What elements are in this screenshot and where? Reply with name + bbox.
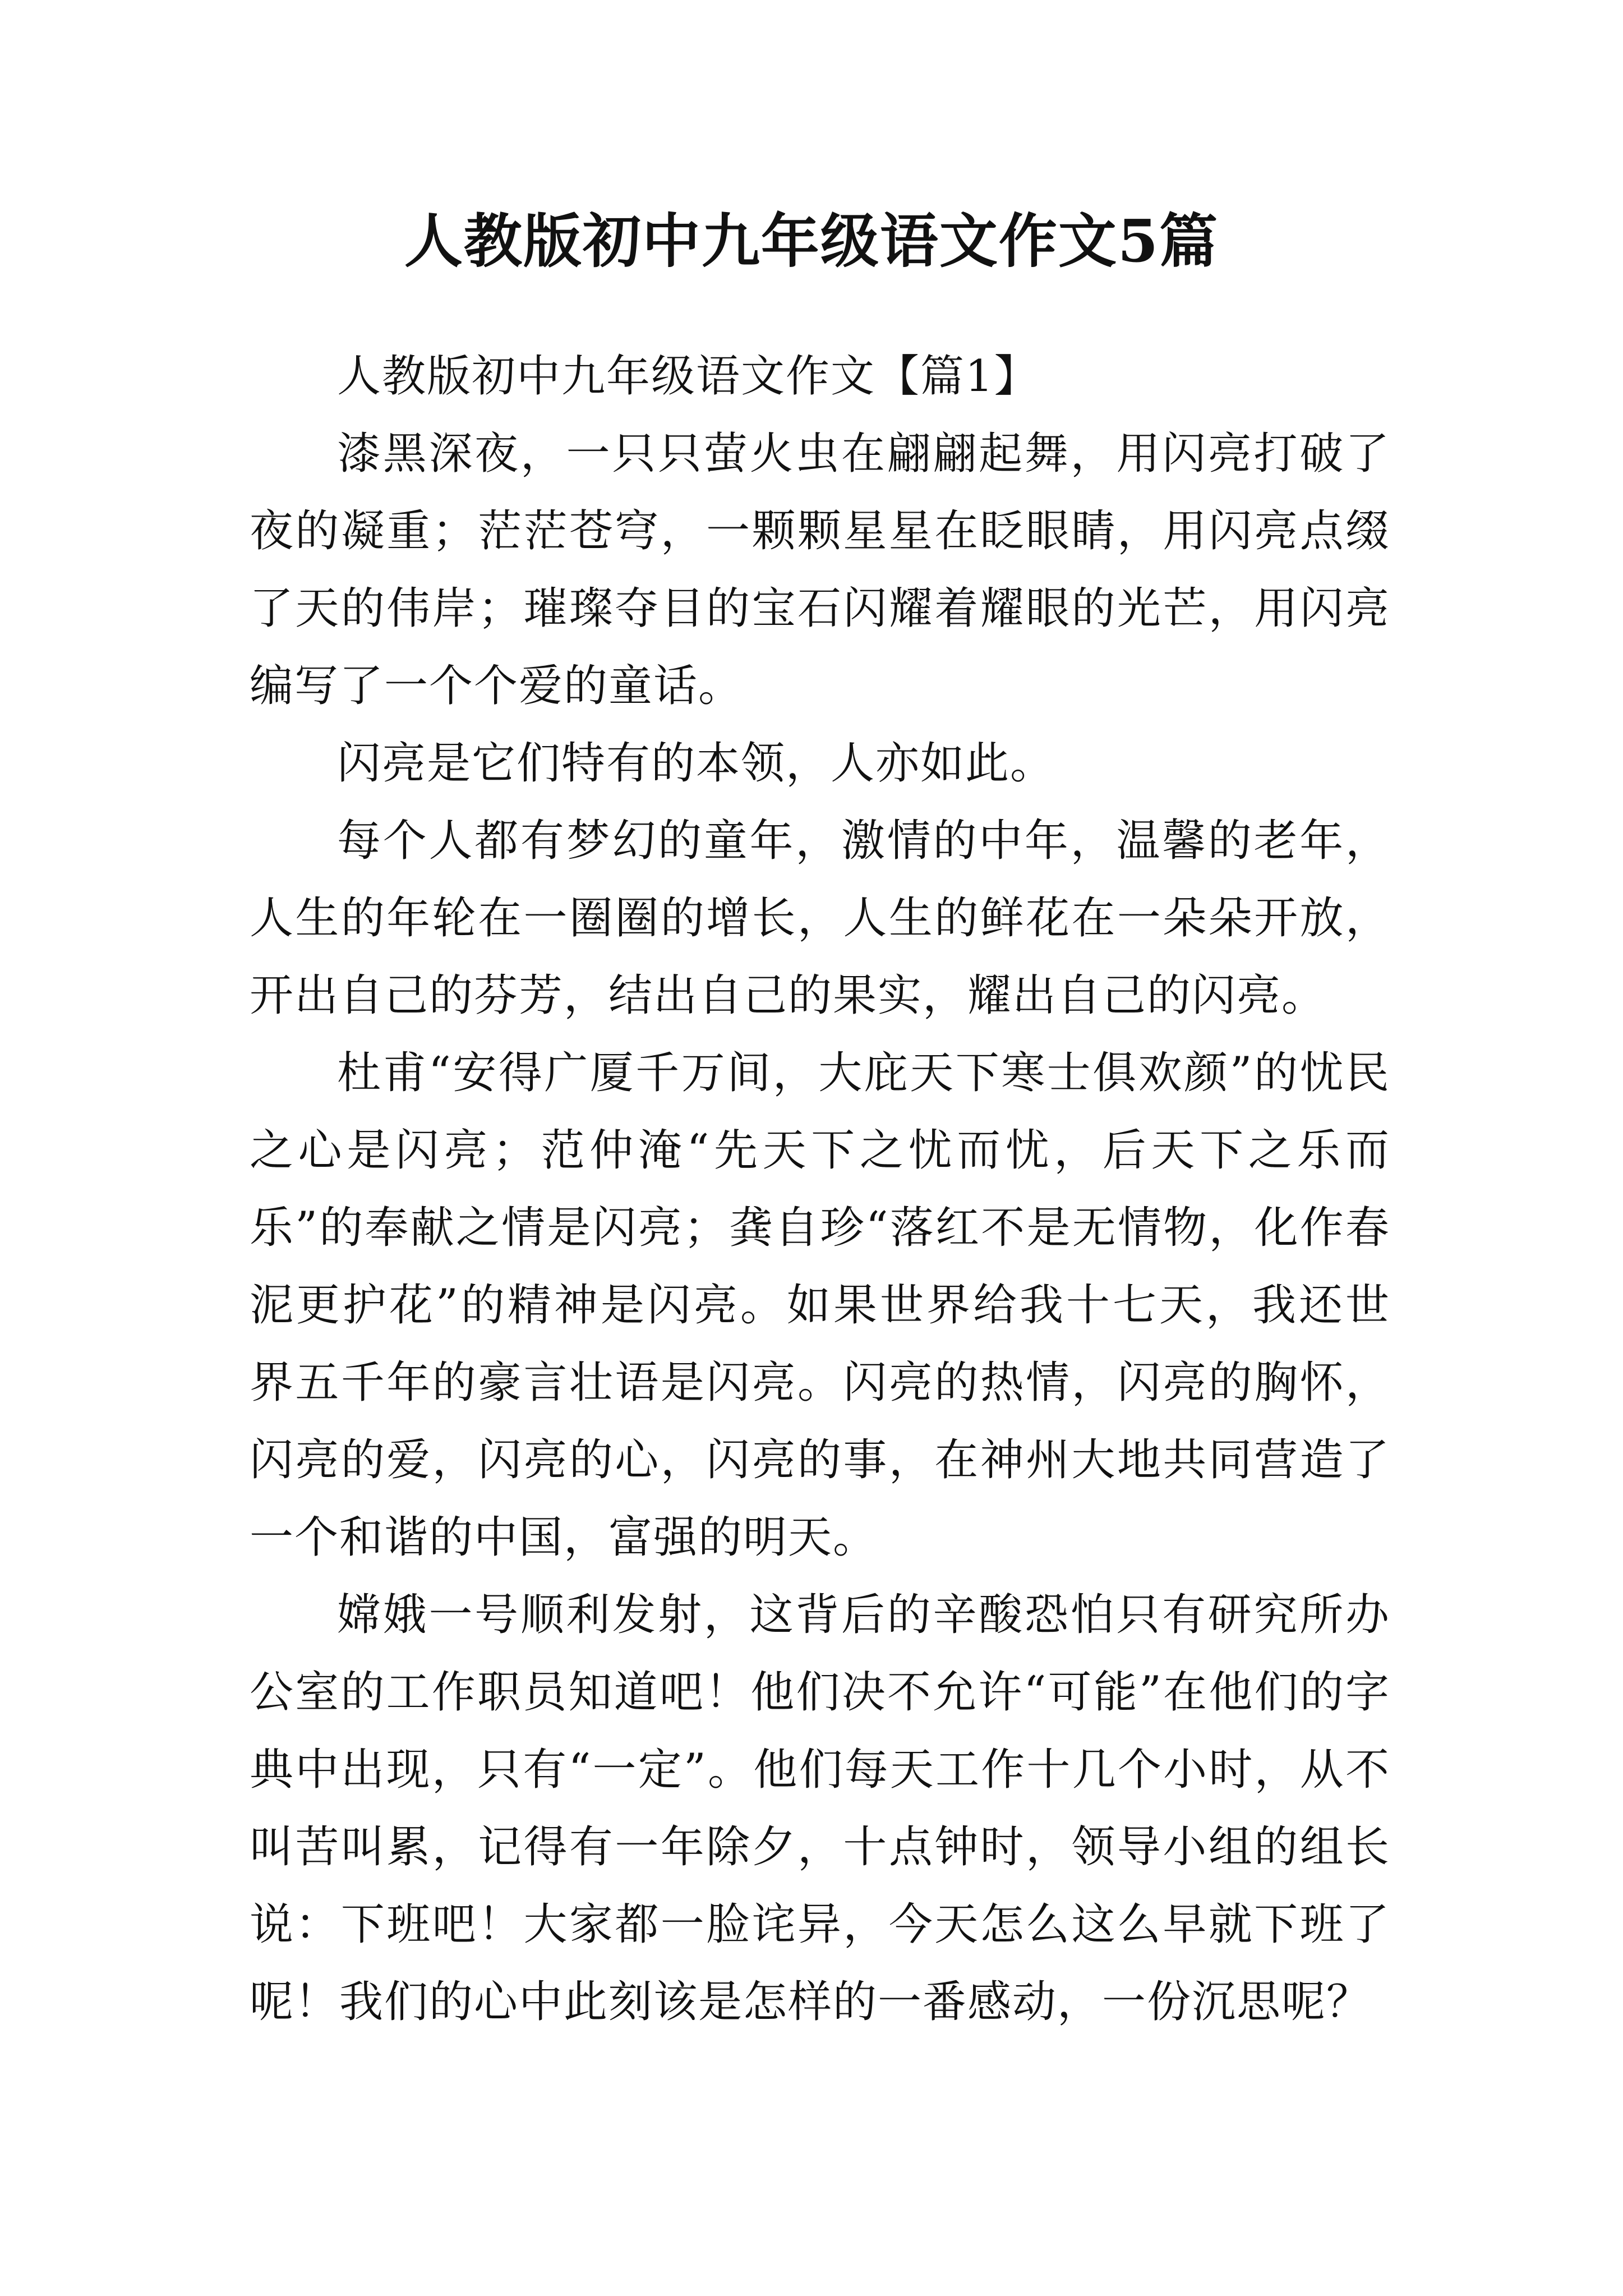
paragraph: 杜甫“安得广厦千万间，大庇天下寒士俱欢颜”的忧民之心是闪亮；范仲淹“先天下之忧而忧，后天下之乐而乐”的奉献之情是闪亮；龚自珍“落红不是无情物，化作春泥更护花”的精神是闪亮。如果世界给我十七天，我还世界五千年的豪言壮语是闪亮。闪亮的热情，闪亮的胸怀，闪亮的爱，闪亮的心，闪亮的事，在神州大地共同营造了一个和谐的中国，富强的明天。 — [250, 1048, 1390, 1563]
section-heading: 人教版初中九年级语文作文【篇1】 — [337, 351, 1039, 402]
paragraph: 闪亮是它们特有的本领，人亦如此。 — [337, 738, 1055, 789]
paragraph: 每个人都有梦幻的童年，激情的中年，温馨的老年，人生的年轮在一圈圈的增长，人生的鲜花在一朵朵开放，开出自己的芬芳，结出自己的果实，耀出自己的闪亮。 — [250, 816, 1390, 1021]
paragraph: 嫦娥一号顺利发射，这背后的辛酸恐怕只有研究所办公室的工作职员知道吧！他们决不允许“可能”在他们的字典中出现，只有“一定”。他们每天工作十几个小时，从不叫苦叫累，记得有一年除夕，十点钟时，领导小组的组长说：下班吧！大家都一脸诧异，今天怎么这么早就下班了呢！我们的心中此刻该是怎样的一番感动，一份沉思呢？ — [250, 1590, 1390, 2027]
document-title: 人教版初中九年级语文作文5篇 — [404, 206, 1219, 275]
document-body — [250, 338, 1390, 2041]
paragraph: 漆黑深夜，一只只萤火虫在翩翩起舞，用闪亮打破了夜的凝重；茫茫苍穹，一颗颗星星在眨眼睛，用闪亮点缀了天的伟岸；璀璨夺目的宝石闪耀着耀眼的光芒，用闪亮编写了一个个爱的童话。 — [250, 429, 1390, 711]
